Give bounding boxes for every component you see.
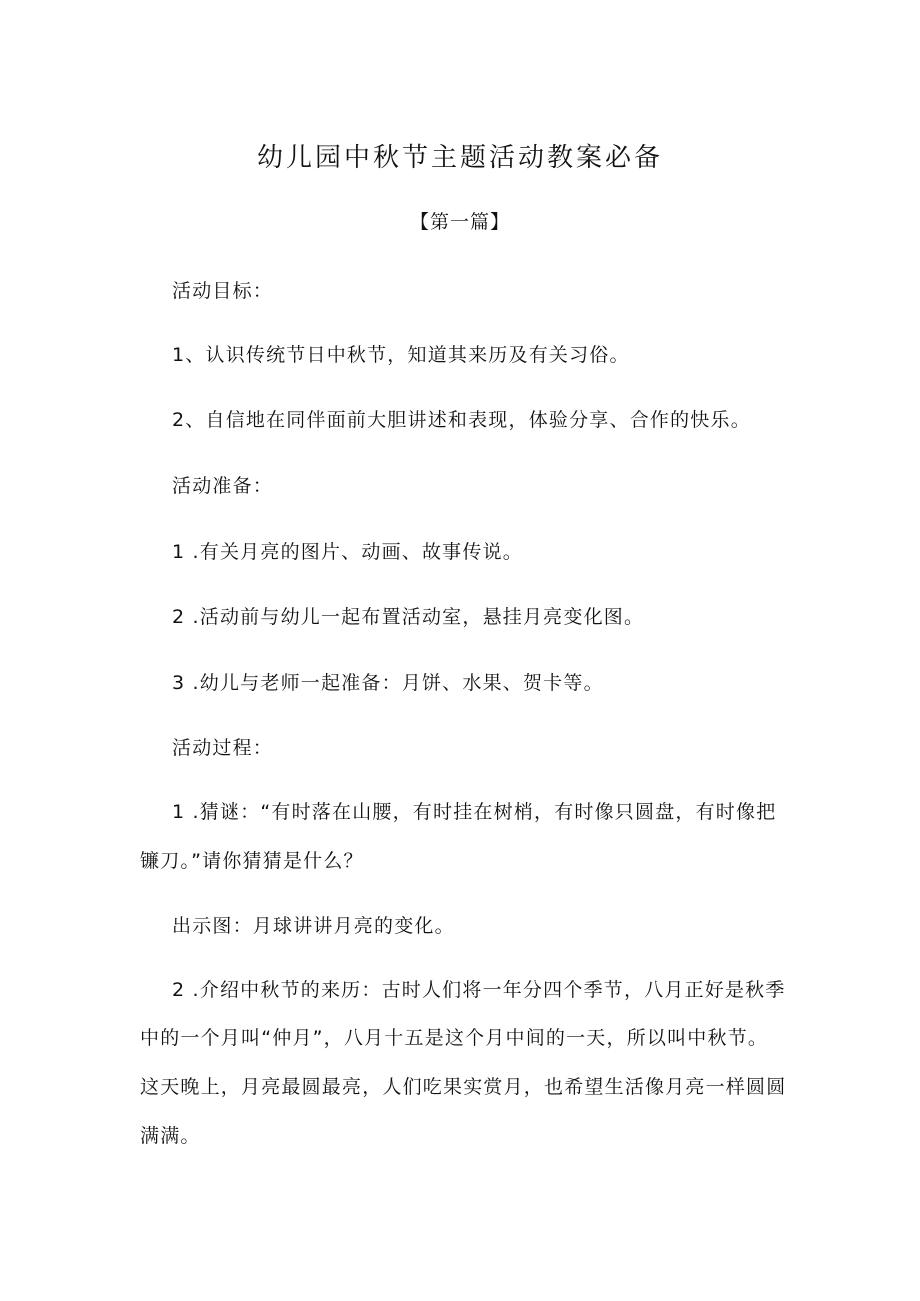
document-title: 幼儿园中秋节主题活动教案必备: [256, 143, 663, 173]
goal-item-1: 1、认识传统节日中秋节，知道其来历及有关习俗。: [172, 344, 630, 366]
prep-item-2: 2 .活动前与幼儿一起布置活动室，悬挂月亮变化图。: [172, 606, 645, 628]
heading-process: 活动过程：: [172, 737, 274, 759]
prep-item-1: 1 .有关月亮的图片、动画、故事传说。: [172, 541, 523, 563]
document-subtitle: 【第一篇】: [409, 211, 510, 233]
goal-item-2: 2、自信地在同伴面前大胆讲述和表现，体验分享、合作的快乐。: [172, 409, 751, 431]
process-step-2-line-2: 中的一个月叫“仲月”，八月十五是这个月中间的一天，所以叫中秋节。: [140, 1027, 769, 1049]
heading-goals: 活动目标：: [172, 280, 274, 302]
process-step-1-line-1: 1 .猜谜：“有时落在山腰，有时挂在树梢，有时像只圆盘，有时像把: [172, 801, 777, 823]
heading-preparation: 活动准备：: [172, 475, 274, 497]
process-step-2-line-4: 满满。: [140, 1125, 201, 1147]
process-note: 出示图：月球讲讲月亮的变化。: [172, 915, 455, 937]
prep-item-3: 3 .幼儿与老师一起准备：月饼、水果、贺卡等。: [172, 672, 604, 694]
process-step-2-line-1: 2 .介绍中秋节的来历：古时人们将一年分四个季节，八月正好是秋季: [172, 979, 786, 1001]
process-step-1-line-2: 镰刀。”请你猜猜是什么？: [140, 850, 364, 872]
process-step-2-line-3: 这天晚上，月亮最圆最亮，人们吃果实赏月，也希望生活像月亮一样圆圆: [140, 1076, 787, 1098]
